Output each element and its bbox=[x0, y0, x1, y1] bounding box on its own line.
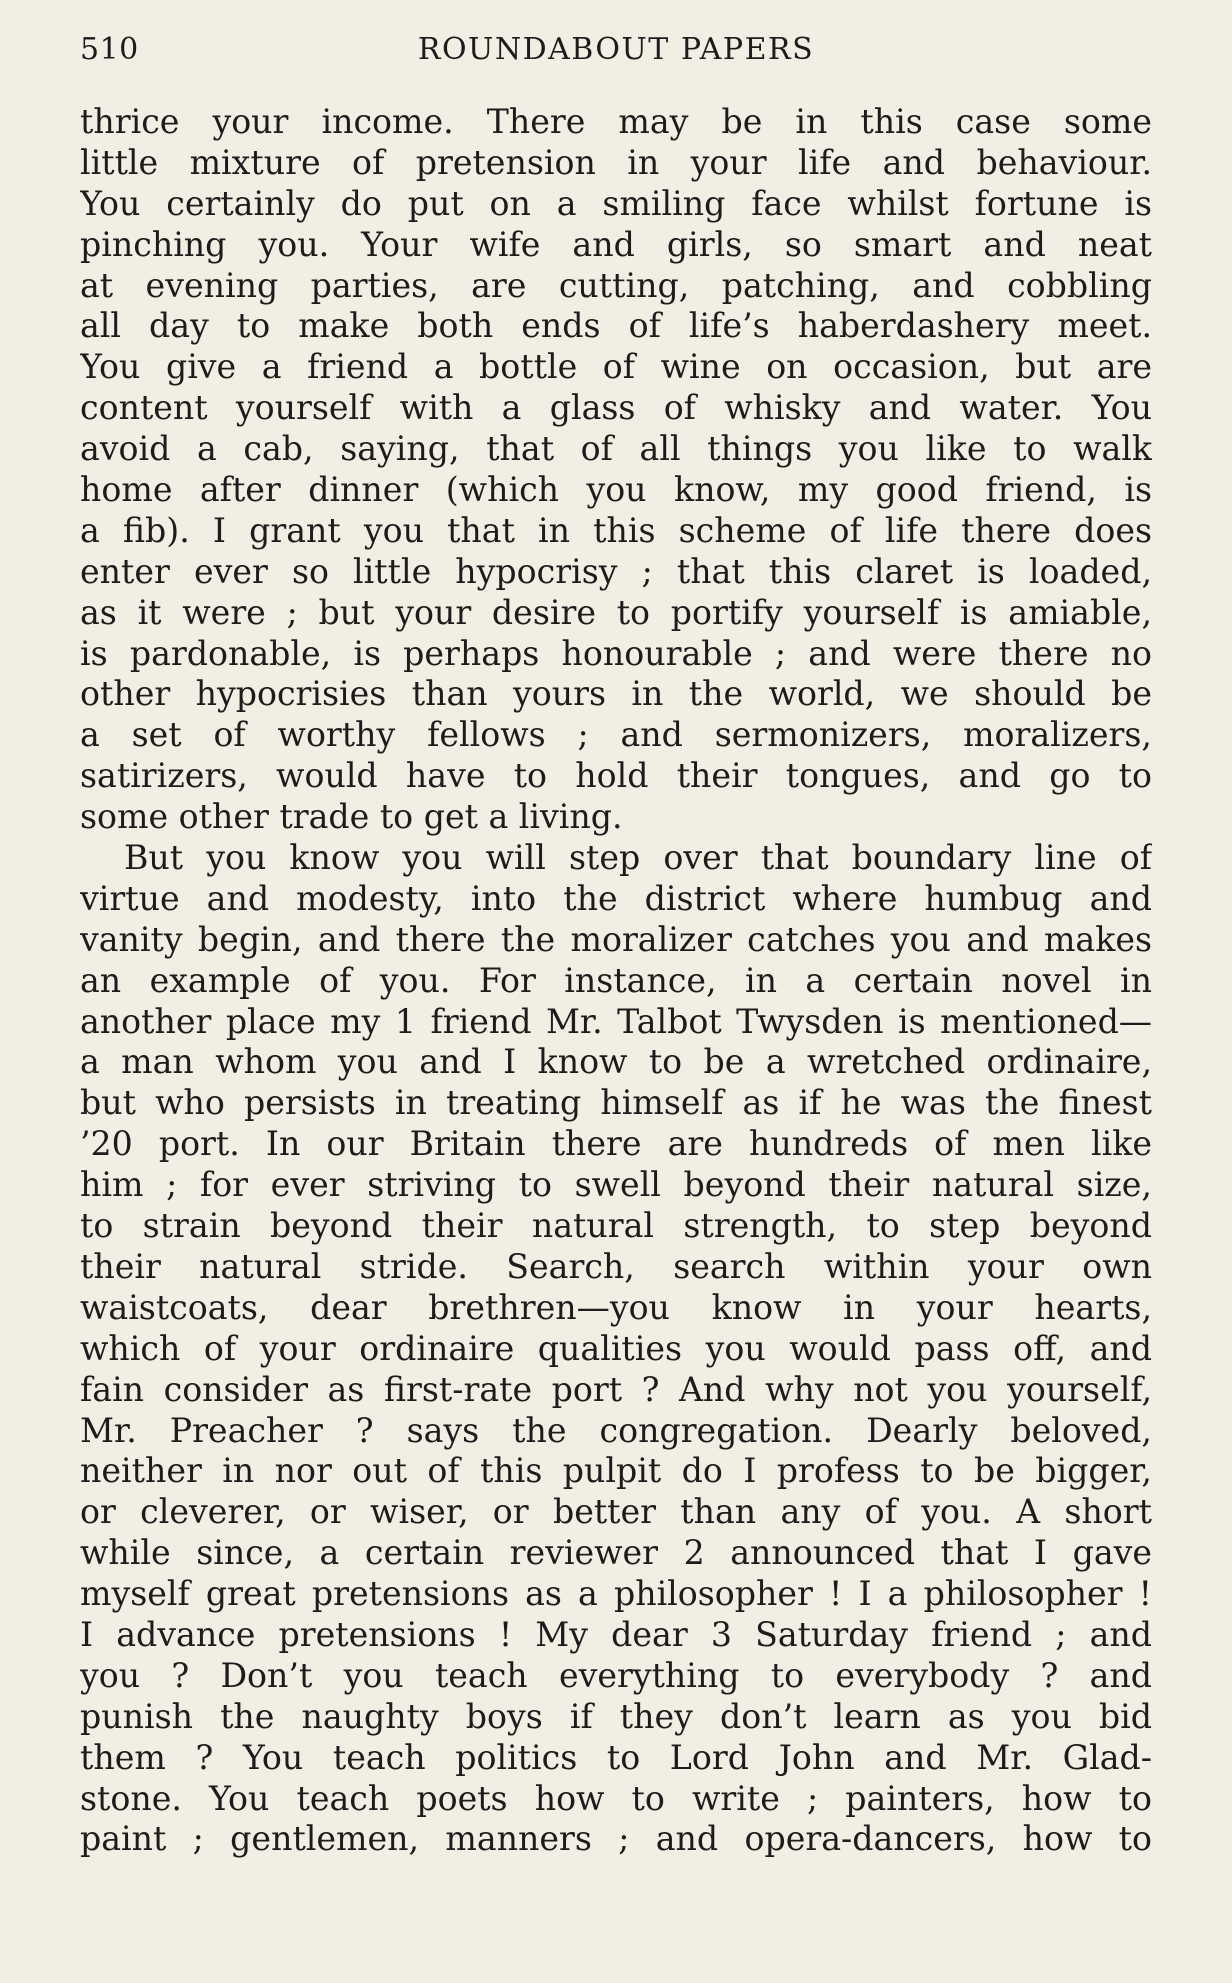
text-line: I advance pretensions ! My dear 3 Saturday friend ; and bbox=[80, 1614, 1152, 1654]
text-line: another place my 1 friend Mr. Talbot Twysden is mentioned— bbox=[80, 1001, 1152, 1041]
text-line: content yourself with a glass of whisky and water. You bbox=[80, 388, 1152, 428]
text-line: You give a friend a bottle of wine on occasion, but are bbox=[80, 347, 1152, 387]
text-line: avoid a cab, saying, that of all things you like to walk bbox=[80, 429, 1152, 469]
text-line: stone. You teach poets how to write ; painters, how to bbox=[80, 1778, 1152, 1818]
text-line: little mixture of pretension in your life and behaviour. bbox=[80, 142, 1152, 182]
text-line: virtue and modesty, into the district where humbug and bbox=[80, 878, 1152, 918]
text-line: their natural stride. Search, search within your own bbox=[80, 1246, 1152, 1286]
text-line: him ; for ever striving to swell beyond their natural size, bbox=[80, 1165, 1152, 1205]
text-line: satirizers, would have to hold their tongues, and go to bbox=[80, 756, 1152, 796]
body-text bbox=[80, 102, 1152, 1860]
text-line: or cleverer, or wiser, or better than any of you. A short bbox=[80, 1492, 1152, 1532]
text-line: to strain beyond their natural strength, to step beyond bbox=[80, 1206, 1152, 1246]
text-line: neither in nor out of this pulpit do I profess to be bigger, bbox=[80, 1451, 1152, 1491]
text-line: pinching you. Your wife and girls, so smart and neat bbox=[80, 224, 1152, 264]
running-title: ROUNDABOUT PAPERS bbox=[417, 32, 815, 67]
text-line: enter ever so little hypocrisy ; that this claret is loaded, bbox=[80, 551, 1152, 591]
page-number: 510 bbox=[80, 32, 139, 67]
text-line: a man whom you and I know to be a wretched ordinaire, bbox=[80, 1042, 1152, 1082]
page-header bbox=[80, 24, 1152, 72]
text-line: Mr. Preacher ? says the congregation. Dearly beloved, bbox=[80, 1410, 1152, 1450]
text-line: you ? Don’t you teach everything to everybody ? and bbox=[80, 1655, 1152, 1695]
text-line: waistcoats, dear brethren—you know in your hearts, bbox=[80, 1287, 1152, 1327]
text-line: some other trade to get a living. bbox=[80, 797, 623, 837]
text-line: an example of you. For instance, in a certain novel in bbox=[80, 960, 1152, 1000]
text-line: vanity begin, and there the moralizer catches you and makes bbox=[80, 919, 1152, 959]
text-line: home after dinner (which you know, my good friend, is bbox=[80, 470, 1152, 510]
text-line: punish the naughty boys if they don’t learn as you bid bbox=[80, 1696, 1152, 1736]
text-line: ’20 port. In our Britain there are hundreds of men like bbox=[80, 1124, 1152, 1164]
text-line: but who persists in treating himself as if he was the finest bbox=[80, 1083, 1152, 1123]
text-line: paint ; gentlemen, manners ; and opera-dancers, how to bbox=[80, 1819, 1152, 1859]
text-line: is pardonable, is perhaps honourable ; and were there no bbox=[80, 633, 1152, 673]
text-line: thrice your income. There may be in this case some bbox=[80, 102, 1152, 141]
text-line: at evening parties, are cutting, patching, and cobbling bbox=[80, 265, 1152, 305]
text-line: a fib). I grant you that in this scheme of life there does bbox=[80, 510, 1152, 550]
text-line: You certainly do put on a smiling face whilst fortune is bbox=[80, 183, 1152, 223]
text-line: them ? You teach politics to Lord John and Mr. Glad- bbox=[80, 1737, 1152, 1777]
text-line: which of your ordinaire qualities you would pass off, and bbox=[80, 1328, 1152, 1368]
text-line: all day to make both ends of life’s haberdashery meet. bbox=[80, 306, 1152, 346]
text-line: myself great pretensions as a philosopher ! I a philosopher ! bbox=[80, 1574, 1152, 1614]
text-line: while since, a certain reviewer 2 announced that I gave bbox=[80, 1533, 1152, 1573]
text-line: other hypocrisies than yours in the world, we should be bbox=[80, 674, 1152, 714]
text-line: a set of worthy fellows ; and sermonizers, moralizers, bbox=[80, 715, 1152, 755]
text-line: But you know you will step over that boundary line of bbox=[124, 838, 1152, 878]
text-line: as it were ; but your desire to portify yourself is amiable, bbox=[80, 592, 1152, 632]
text-line: fain consider as first-rate port ? And why not you yourself, bbox=[80, 1369, 1152, 1409]
